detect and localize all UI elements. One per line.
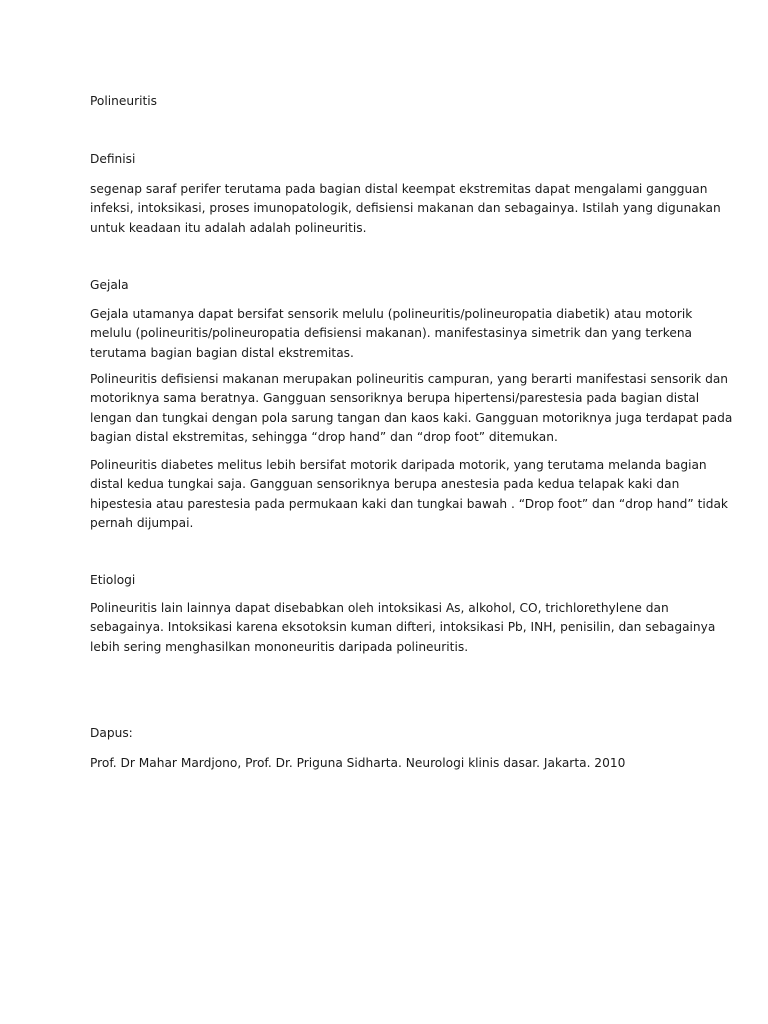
gejala-paragraph-3 <box>90 456 728 534</box>
paragraph-line: hipestesia atau parestesia pada permukaan kaki dan tungkai bawah . “Drop foot” dan “drop hand” tidak <box>90 496 728 511</box>
paragraph-line: infeksi, intoksikasi, proses imunopatologik, defisiensi makanan dan sebagainya. Istilah yang digunakan <box>90 201 721 216</box>
paragraph-line: lebih sering menghasilkan mononeuritis daripada polineuritis. <box>90 639 469 654</box>
paragraph-line: Gejala utamanya dapat bersifat sensorik melulu (polineuritis/polineuropatia diabetik) atau motorik <box>90 307 693 321</box>
paragraph-line: Polineuritis lain lainnya dapat disebabkan oleh intoksikasi As, alkohol, CO, trichlorethylene dan <box>90 601 669 615</box>
dapus-reference: Prof. Dr Mahar Mardjono, Prof. Dr. Priguna Sidharta. Neurologi klinis dasar. Jakarta. 2010 <box>90 756 626 770</box>
gejala-heading: Gejala <box>90 278 129 292</box>
paragraph-line: untuk keadaan itu adalah adalah polineuritis. <box>90 220 367 235</box>
document-title: Polineuritis <box>90 94 158 108</box>
paragraph-line: bagian distal ekstremitas, sehingga “drop hand” dan “drop foot” ditemukan. <box>90 430 558 445</box>
paragraph-line: segenap saraf perifer terutama pada bagian distal keempat ekstremitas dapat mengalami gangguan <box>90 182 708 196</box>
definisi-paragraph <box>90 180 721 238</box>
paragraph-line: terutama bagian bagian distal ekstremitas. <box>90 345 354 360</box>
gejala-paragraph-2 <box>90 370 733 448</box>
paragraph-line: motoriknya sama beratnya. Gangguan sensoriknya berupa hipertensi/parestesia pada bagian distal <box>90 391 700 406</box>
definisi-heading: Definisi <box>90 152 136 166</box>
paragraph-line: melulu (polineuritis/polineuropatia defisiensi makanan). manifestasinya simetrik dan yang terkena <box>90 326 693 341</box>
paragraph-line: distal kedua tungkai saja. Gangguan sensoriknya berupa anestesia pada kedua telapak kaki dan <box>90 477 680 492</box>
dapus-heading: Dapus: <box>90 726 133 740</box>
paragraph-line: sebagainya. Intoksikasi karena eksotoksin kuman difteri, intoksikasi Pb, INH, penisilin, dan sebagainya <box>90 620 716 635</box>
paragraph-line: pernah dijumpai. <box>90 516 194 531</box>
etiologi-heading: Etiologi <box>90 573 136 587</box>
paragraph-line: lengan dan tungkai dengan pola sarung tangan dan kaos kaki. Gangguan motoriknya juga terdapat pada <box>90 410 733 425</box>
paragraph-line: Polineuritis defisiensi makanan merupakan polineuritis campuran, yang berarti manifestasi sensorik dan <box>90 372 729 386</box>
gejala-paragraph-1 <box>90 305 693 363</box>
etiologi-paragraph <box>90 599 716 657</box>
paragraph-line: Polineuritis diabetes melitus lebih bersifat motorik daripada motorik, yang terutama melanda bagian <box>90 458 707 472</box>
